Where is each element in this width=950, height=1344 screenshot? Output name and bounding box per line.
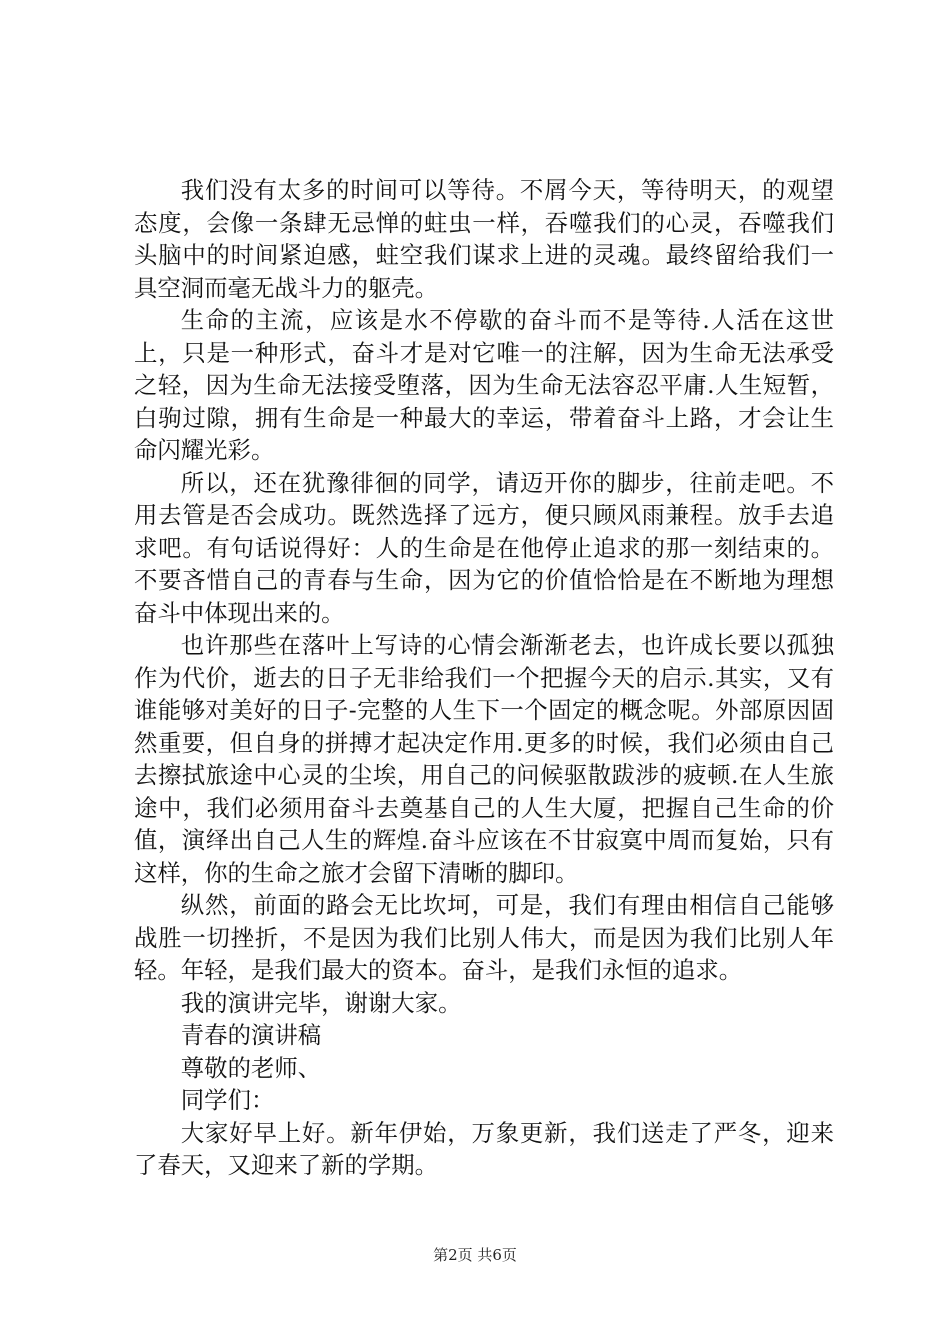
salutation-students: 同学们： <box>180 1086 275 1114</box>
body-paragraph: 也许那些在落叶上写诗的心情会渐渐老去，也许成长要以孤独作为代价，逝去的日子无非给我们一个把握今天的启示.其实，又有谁能够对美好的日子-完整的人生下一个固定的概念呢。外部原因固然重要，但自身的拼搏才起决定作用.更多的时候，我们必须由自己去擦拭旅途中心灵的尘埃，用自己的问候驱散跋涉的疲顿.在人生旅途中，我们必须用奋斗去奠基自己的人生大厦，把握自己生命的价值，演绎出自己人生的辉煌.奋斗应该在不甘寂寞中周而复始，只有这样，你的生命之旅才会留下清晰的脚印。 <box>134 631 834 887</box>
body-paragraph: 纵然，前面的路会无比坎坷，可是，我们有理由相信自己能够战胜一切挫折，不是因为我们比别人伟大，而是因为我们比别人年轻。年轻，是我们最大的资本。奋斗，是我们永恒的追求。 <box>134 891 834 984</box>
page-number: 第2页 共6页 <box>433 1246 517 1264</box>
body-paragraph: 大家好早上好。新年伊始，万象更新，我们送走了严冬，迎来了春天，又迎来了新的学期。 <box>134 1118 834 1179</box>
salutation-teachers: 尊敬的老师、 <box>180 1053 322 1082</box>
body-paragraph: 生命的主流，应该是水不停歇的奋斗而不是等待.人活在这世上，只是一种形式，奋斗才是对它唯一的注解，因为生命无法承受之轻，因为生命无法接受堕落，因为生命无法容忍平庸.人生短暂，白驹过隙，拥有生命是一种最大的幸运，带着奋斗上路，才会让生命闪耀光彩。 <box>134 306 834 464</box>
body-paragraph: 所以，还在犹豫徘徊的同学，请迈开你的脚步，往前走吧。不用去管是否会成功。既然选择了远方，便只顾风雨兼程。放手去追求吧。有句话说得好：人的生命是在他停止追求的那一刻结束的。不要吝惜自己的青春与生命，因为它的价值恰恰是在不断地为理想奋斗中体现出来的。 <box>134 468 834 627</box>
document-body <box>134 174 834 1182</box>
closing-line: 我的演讲完毕，谢谢大家。 <box>180 988 462 1017</box>
section-title: 青春的演讲稿 <box>180 1021 322 1049</box>
body-paragraph: 我们没有太多的时间可以等待。不屑今天，等待明天，的观望态度，会像一条肆无忌惮的蛀虫一样，吞噬我们的心灵，吞噬我们头脑中的时间紧迫感，蛀空我们谋求上进的灵魂。最终留给我们一具空洞而毫无战斗力的躯壳。 <box>134 176 834 302</box>
